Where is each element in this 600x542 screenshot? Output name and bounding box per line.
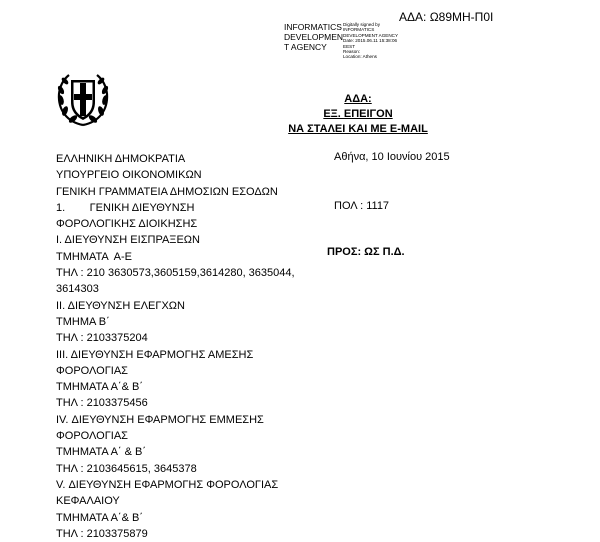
recipient-line: ΠΡΟΣ: ΩΣ Π.Δ.: [327, 246, 405, 258]
signature-detail-line: Date: 2015.06.11 15:38:06: [343, 38, 398, 44]
sender-line: ΤΗΛ : 2103375456: [56, 397, 148, 410]
document-date: Αθήνα, 10 Ιουνίου 2015: [334, 151, 450, 163]
sender-line: ΦΟΡΟΛΟΓΙΑΣ: [56, 364, 128, 377]
sender-line: ΤΜΗΜΑ Β΄: [56, 315, 110, 328]
sender-line: ΦΟΡΟΛΟΓΙΚΗΣ ΔΙΟΙΚΗΣΗΣ: [56, 218, 198, 231]
document-ada-code: ΑΔΑ: Ω89ΜΗ-Π0Ι: [399, 10, 494, 24]
sender-line: ΦΟΡΟΛΟΓΙΑΣ: [56, 430, 128, 443]
sender-line: ΤΜΗΜΑΤΑ Α΄& Β΄: [56, 381, 143, 394]
signature-detail-line: EEST: [343, 43, 355, 49]
sender-line: ΤΗΛ : 210 3630573,3605159,3614280, 3635044,: [56, 267, 295, 280]
sender-line: ΤΗΛ : 2103645615, 3645378: [56, 462, 197, 475]
sender-line: V. ΔΙΕΥΘΥΝΣΗ ΕΦΑΡΜΟΓΗΣ ΦΟΡΟΛΟΓΙΑΣ: [56, 478, 279, 491]
signature-organization: [284, 22, 343, 52]
sender-line: ΓΕΝΙΚΗ ΓΡΑΜΜΑΤΕΙΑ ΔΗΜΟΣΙΩΝ ΕΣΟΔΩΝ: [56, 185, 278, 198]
signature-detail-line: Location: Athens: [343, 54, 377, 60]
sender-line: Ι. ΔΙΕΥΘΥΝΣΗ ΕΙΣΠΡΑΞΕΩΝ: [56, 234, 200, 247]
sender-line: ΙV. ΔΙΕΥΘΥΝΣΗ ΕΦΑΡΜΟΓΗΣ ΕΜΜΕΣΗΣ: [56, 413, 264, 426]
ada-label: ΑΔΑ:: [344, 93, 372, 105]
sender-line: ΤΗΛ : 2103375204: [56, 332, 148, 345]
sender-line: ΤΜΗΜΑΤΑ Α΄& Β΄: [56, 511, 143, 524]
pol-number: ΠΟΛ : 1117: [334, 200, 390, 212]
sender-line: ΚΕΦΑΛΑΙΟΥ: [56, 495, 120, 508]
sender-line: 1. ΓΕΝΙΚΗ ΔΙΕΥΘΥΝΣΗ: [56, 201, 195, 214]
signature-detail-line: INFORMATICS: [343, 27, 375, 33]
coat-of-arms-emblem-icon: [53, 70, 113, 128]
sender-block: [56, 151, 295, 542]
signature-details: [343, 22, 398, 60]
sender-line: ΕΛΛΗΝΙΚΗ ΔΗΜΟΚΡΑΤΙΑ: [56, 153, 186, 165]
signature-detail-line: Digitally signed by: [343, 22, 381, 27]
sender-line: ΤΗΛ : 2103375879: [56, 527, 148, 540]
signature-detail-line: DEVELOPMENT AGENCY: [343, 32, 399, 38]
signature-org-line: T AGENCY: [284, 42, 327, 52]
sender-line: ΤΜΗΜΑΤΑ Α-Ε: [56, 250, 132, 263]
sender-line: ΙΙ. ΔΙΕΥΘΥΝΣΗ ΕΛΕΓΧΩΝ: [56, 299, 185, 312]
sender-line: ΤΜΗΜΑΤΑ Α΄ & Β΄: [56, 446, 147, 459]
signature-detail-line: Reason:: [343, 49, 361, 55]
send-email-label: ΝΑ ΣΤΑΛΕΙ ΚΑΙ ΜΕ E-MAIL: [288, 123, 428, 135]
signature-org-line: DEVELOPMEN: [284, 32, 344, 42]
urgent-label: ΕΞ. ΕΠΕΙΓΟΝ: [323, 108, 393, 120]
sender-line: ΙΙΙ. ΔΙΕΥΘΥΝΣΗ ΕΦΑΡΜΟΓΗΣ ΑΜΕΣΗΣ: [56, 348, 254, 361]
signature-org-line: INFORMATICS: [284, 22, 342, 32]
sender-line: ΥΠΟΥΡΓΕΙΟ ΟΙΚΟΝΟΜΙΚΩΝ: [56, 169, 202, 182]
sender-line: 3614303: [56, 283, 99, 296]
